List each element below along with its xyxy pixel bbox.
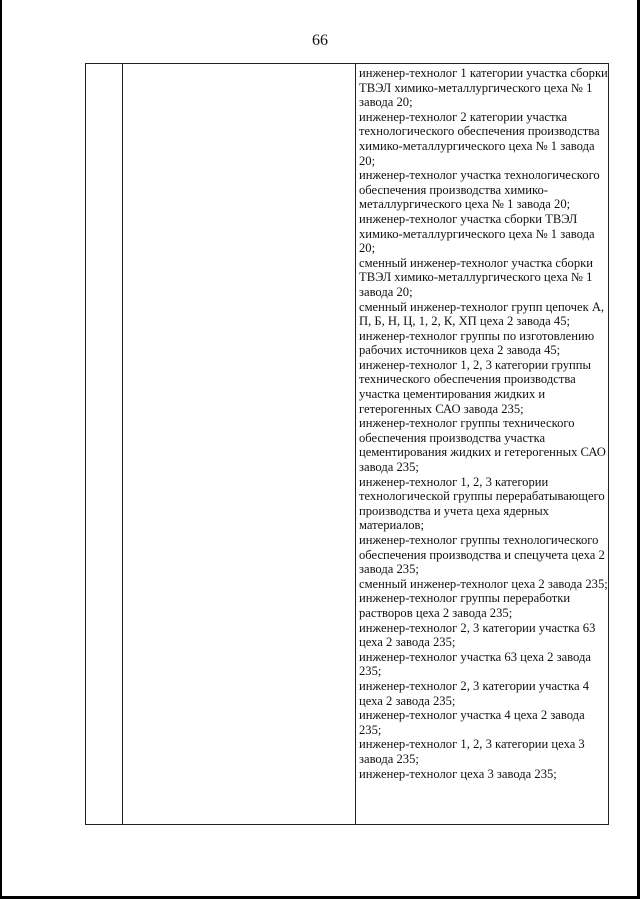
list-item: инженер-технолог участка 4 цеха 2 завода 235; — [359, 708, 585, 737]
list-item: инженер-технолог 2, 3 категории участка 63 цеха 2 завода 235; — [359, 620, 596, 650]
list-item: инженер-технолог участка 63 цеха 2 завода 235; — [359, 649, 591, 679]
list-item: инженер-технолог группы технологического обеспечения производства и спецучета цеха 2 завода 235; — [359, 533, 605, 577]
list-item: инженер-технолог 1, 2, 3 категории группы технического обеспечения производства участка цементирования жидких и гетерогенных САО завода 235; — [359, 357, 591, 416]
table-cell-positions — [356, 66, 609, 781]
page-number: 66 — [312, 32, 328, 49]
column-divider-1 — [122, 64, 123, 824]
list-item: инженер-технолог 1, 2, 3 категории технологической группы перерабатывающего производства и учета цеха ядерных материалов; — [359, 474, 605, 533]
list-item: инженер-технолог группы по изготовлению рабочих источников цеха 2 завода 45; — [359, 328, 595, 358]
list-item: инженер-технолог группы технического обеспечения производства участка цементирования жидких и гетерогенных САО завода 235; — [359, 416, 606, 475]
list-item: инженер-технолог участка сборки ТВЭЛ химико-металлургического цеха № 1 завода 20; — [359, 211, 595, 256]
document-table — [85, 63, 609, 825]
list-item: инженер-технолог 2, 3 категории участка 4 цеха 2 завода 235; — [359, 678, 590, 708]
list-item: инженер-технолог группы переработки растворов цеха 2 завода 235; — [359, 591, 571, 620]
list-item: инженер-технолог 1, 2, 3 категории цеха 3 завода 235; — [359, 737, 585, 766]
scan-border-left — [0, 0, 2, 899]
list-item: сменный инженер-технолог участка сборки ТВЭЛ химико-металлургического цеха № 1 завода 20; — [359, 255, 593, 299]
list-item: сменный инженер-технолог групп цепочек А, П, Б, Н, Ц, 1, 2, К, ХП цеха 2 завода 45; — [359, 299, 605, 329]
list-item: инженер-технолог 1 категории участка сборки ТВЭЛ химико-металлургического цеха № 1 завода 20; — [359, 66, 608, 110]
list-item: инженер-технолог цеха 3 завода 235; — [359, 766, 557, 781]
list-item: сменный инженер-технолог цеха 2 завода 235; — [359, 576, 608, 591]
list-item: инженер-технолог 2 категории участка технологического обеспечения производства химико-металлургического цеха № 1 завода 20; — [359, 109, 600, 168]
list-item: инженер-технолог участка технологического обеспечения производства химико-металлургического цеха № 1 завода 20; — [359, 168, 600, 212]
